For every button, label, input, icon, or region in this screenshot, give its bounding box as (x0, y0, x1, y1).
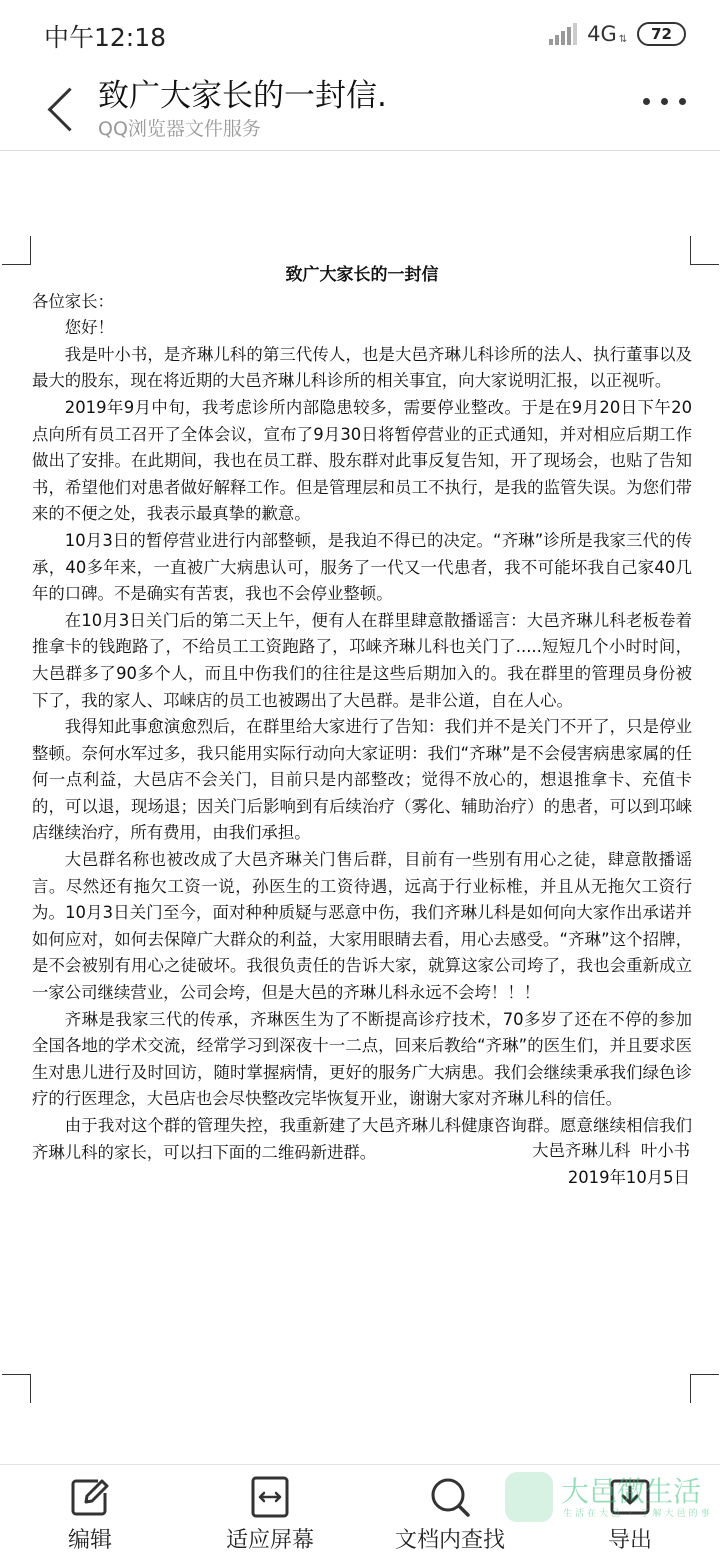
export-label: 导出 (607, 1528, 652, 1553)
page-corner-top-right (690, 236, 719, 265)
network-type: 4G (587, 22, 617, 46)
fit-screen-label: 适应屏幕 (225, 1528, 314, 1553)
find-label: 文档内查找 (394, 1528, 505, 1553)
data-arrows-icon: ⇅ (618, 33, 628, 45)
watermark-logo (505, 1472, 553, 1522)
document-date: 2019年10月5日 (567, 1167, 690, 1187)
status-right (549, 20, 686, 48)
document-title: 致广大家长的一封信 (285, 265, 439, 285)
watermark-subtext: 生活在大邑 · 了解大邑的事 (563, 1509, 713, 1519)
document-paragraph: 在10月3日关门后的第二天上午，便有人在群里肆意散播谣言：大邑齐琳儿科老板卷着推拿卡的钱跑路了，不给员工工资跑路了，邛崃齐琳儿科也关门了.....短短几个小时时间，大邑群多了90多个人，而且中伤我们的往往是这些后期加入的。我在群里的管理员身份被下了，我的家人、邛崃店的员工也被踢出了大邑群。是非公道，自在人心。 (32, 610, 692, 710)
title-bar (0, 68, 720, 151)
edit-label: 编辑 (67, 1528, 112, 1553)
page-corner-bottom-left (2, 1374, 31, 1403)
fit-screen-icon (248, 1475, 292, 1519)
battery-icon: 72 (637, 22, 686, 46)
document-signature-block (532, 1138, 690, 1191)
status-bar (0, 0, 720, 68)
status-time: 中午12:18 (44, 23, 167, 52)
document-paragraph: 齐琳是我家三代的传承，齐琳医生为了不断提高诊疗技术，70多岁了还在不停的参加全国各地的学术交流，经常学习到深夜十一二点，回来后教给“齐琳”的医生们，并且要求医生对患儿进行及时回访，随时掌握病情，更好的服务广大病患。我们会继续秉承我们绿色诊疗的行医理念，大邑店也会尽快整改完毕恢复开业，谢谢大家对齐琳儿科的信任。 (32, 1009, 692, 1109)
document-body (32, 262, 692, 1166)
document-paragraph: 10月3日的暂停营业进行内部整顿，是我迫不得已的决定。“齐琳”诊所是我家三代的传承，40多年来，一直被广大病患认可，服务了一代又一代患者，我不可能坏我自己家40几年的口碑。不是确实有苦衷，我也不会停业整顿。 (32, 530, 692, 604)
edit-icon (68, 1475, 112, 1519)
document-paragraph: 2019年9月中旬，我考虑诊所内部隐患较多，需要停业整改。于是在9月20日下午20点向所有员工召开了全体会议，宣布了9月30日将暂停营业的正式通知，并对相应后期工作做出了安排。在此期间，我也在员工群、股东群对此事反复告知，开了现场会，也贴了告知书，希望他们对患者做好解释工作。但是管理层和员工不执行，是我的监管失误。为您们带来的不便之处，我表示最真挚的歉意。 (32, 397, 692, 524)
watermark (505, 1468, 713, 1528)
watermark-text: 大邑微生活 (561, 1475, 702, 1508)
document-salutation: 各位家长： (32, 291, 114, 311)
page-corner-top-left (2, 236, 31, 265)
fit-screen-button[interactable] (190, 1465, 350, 1561)
document-paragraph: 我得知此事愈演愈烈后，在群里给大家进行了告知：我们并不是关门不开了，只是停业整顿。奈何水军过多，我只能用实际行动向大家证明：我们“齐琳”是不会侵害病患家属的任何一点利益，大邑店不会关门，目前只是内部整改；觉得不放心的，想退推拿卡、充值卡的，可以退，现场退；因关门后影响到有后续治疗（雾化、辅助治疗）的患者，可以到邛崃店继续治疗，所有费用，由我们承担。 (32, 717, 692, 843)
back-icon[interactable] (42, 80, 82, 136)
signal-icon (549, 23, 579, 45)
document-paragraph: 我是叶小书，是齐琳儿科的第三代传人，也是大邑齐琳儿科诊所的法人、执行董事以及最大的股东，现在将近期的大邑齐琳儿科诊所的相关事宜，向大家说明汇报，以正视听。 (32, 344, 692, 391)
document-paragraph: 大邑群名称也被改成了大邑齐琳关门售后群，目前有一些别有用心之徒，肆意散播谣言。尽然还有拖欠工资一说，孙医生的工资待遇，远高于行业标椎，并且从无拖欠工资行为。10月3日关门至今，面对种种质疑与恶意中伤，我们齐琳儿科是如何向大家作出承诺并如何应对，如何去保障广大群众的利益，大家用眼睛去看，用心去感受。“齐琳”这个招牌，是不会被别有用心之徒破坏。我很负责任的告诉大家，就算这家公司垮了，我也会重新成立一家公司继续营业，公司会垮，但是大邑的齐琳儿科永远不会垮！！！ (32, 850, 692, 1003)
edit-button[interactable] (10, 1465, 170, 1561)
page-subtitle: QQ浏览器文件服务 (98, 118, 261, 140)
page-title: 致广大家长的一封信. (98, 78, 387, 114)
document-paragraph: 由于我对这个群的管理失控，我重新建了大邑齐琳儿科健康咨询群。愿意继续相信我们齐琳儿科的家长，可以扫下面的二维码新进群。 (32, 1116, 692, 1162)
page-corner-bottom-right (690, 1374, 719, 1403)
more-icon[interactable] (632, 98, 686, 105)
document-greeting: 您好！ (64, 318, 114, 338)
document-signature: 大邑齐琳儿科 叶小书 (532, 1141, 690, 1160)
search-icon (428, 1475, 472, 1519)
